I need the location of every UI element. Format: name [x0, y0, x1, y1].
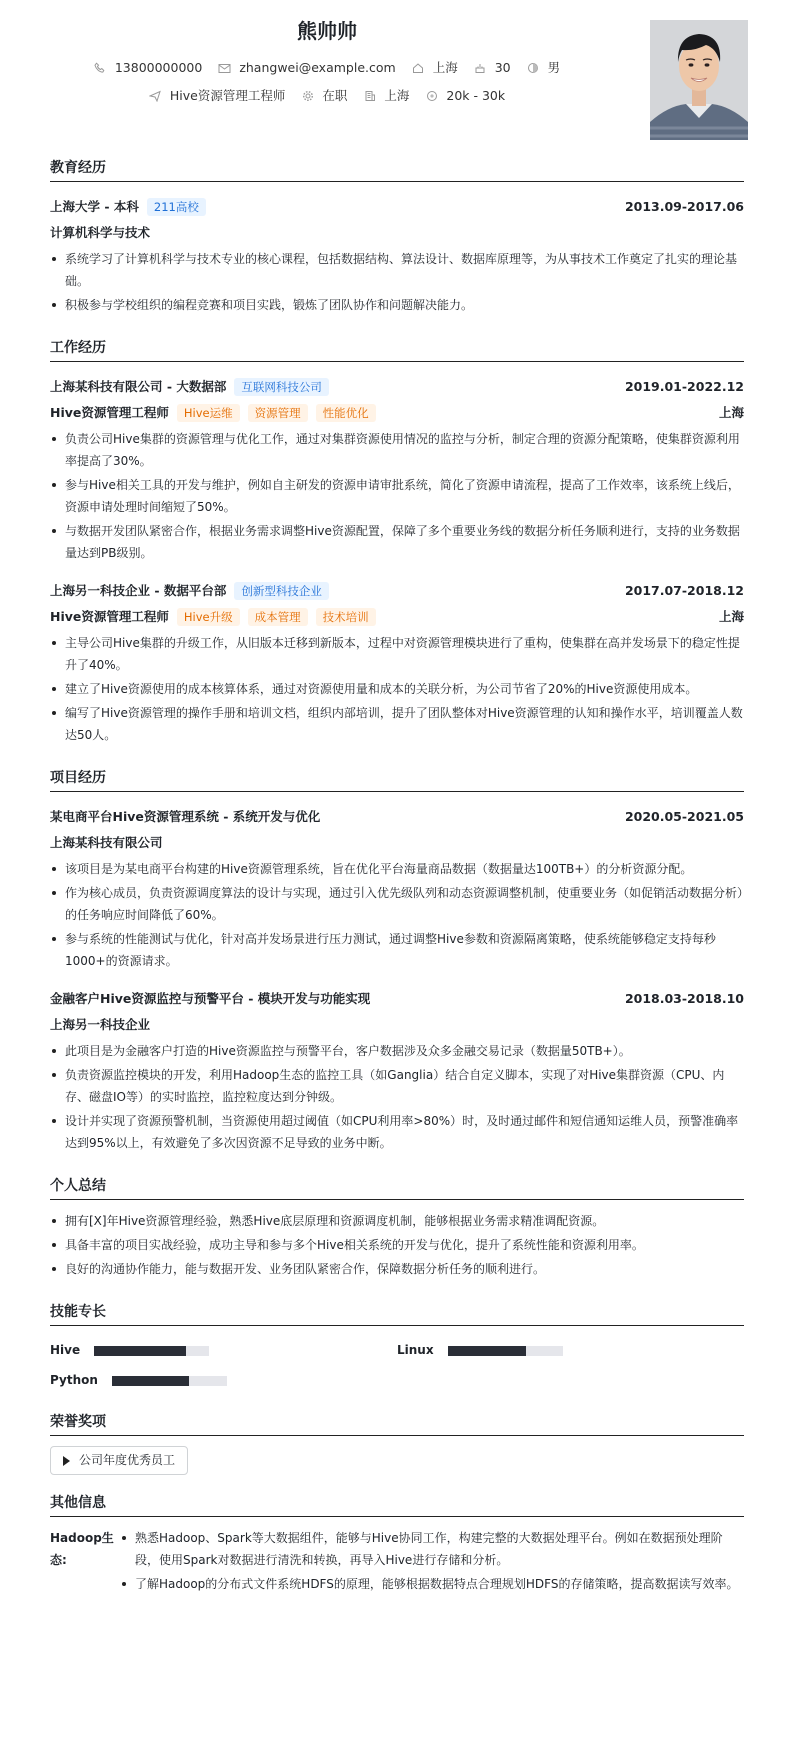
- education-section: [50, 158, 744, 316]
- job-role: Hive资源管理工程师: [50, 405, 169, 420]
- contact-row: [50, 58, 604, 78]
- company-name: 上海某科技有限公司 - 大数据部: [50, 379, 227, 394]
- skill-tag: Hive升级: [177, 608, 240, 626]
- salary-item: 20k - 30k: [425, 86, 505, 106]
- skill-tag: 资源管理: [248, 404, 308, 422]
- education-bullets: [50, 248, 744, 316]
- list-item: 熟悉Hadoop、Spark等大数据组件，能够与Hive协同工作，构建完整的大数据处理平台。例如在数据预处理阶段，使用Spark对数据进行清洗和转换，再导入Hive进行存储和分析。: [120, 1527, 744, 1571]
- email-item: zhangwei@example.com: [218, 58, 395, 78]
- work-entry: [50, 580, 744, 746]
- skill-tag: 技术培训: [316, 608, 376, 626]
- city-item: 上海: [412, 58, 458, 78]
- skill-bar: [112, 1376, 227, 1386]
- school-name: 上海大学 - 本科: [50, 199, 139, 214]
- honors-title: 荣誉奖项: [50, 1412, 744, 1436]
- project-section: [50, 768, 744, 1154]
- list-item: 作为核心成员，负责资源调度算法的设计与实现，通过引入优先级队列和动态资源调整机制，使重要业务（如促销活动数据分析）的任务响应时间降低了60%。: [50, 882, 744, 926]
- skill-bar: [94, 1346, 209, 1356]
- skill-tag: Hive运维: [177, 404, 240, 422]
- candidate-name: 熊帅帅: [297, 19, 357, 43]
- skill-item: [397, 1336, 744, 1366]
- project-name: 金融客户Hive资源监控与预警平台 - 模块开发与功能实现: [50, 991, 371, 1006]
- skill-name: Linux: [397, 1343, 434, 1358]
- company-tag: 互联网科技公司: [234, 378, 329, 396]
- age-item: 30: [474, 58, 511, 78]
- education-date: 2013.09-2017.06: [624, 199, 744, 214]
- list-item: 此项目是为金融客户打造的Hive资源监控与预警平台，客户数据涉及众多金融交易记录（数据量50TB+）。: [50, 1040, 744, 1062]
- list-item: 主导公司Hive集群的升级工作，从旧版本迁移到新版本，过程中对资源管理模块进行了重构，使集群在高并发场景下的稳定性提升了40%。: [50, 632, 744, 676]
- home-icon: [412, 62, 425, 75]
- skills-list: [50, 1336, 744, 1396]
- job-row: [50, 86, 604, 106]
- list-item: 负责公司Hive集群的资源管理与优化工作，通过对集群资源使用情况的监控与分析，制定合理的资源分配策略，使集群资源利用率提高了30%。: [50, 428, 744, 472]
- other-title: 其他信息: [50, 1493, 744, 1517]
- education-entry: [50, 196, 744, 316]
- skill-name: Python: [50, 1373, 98, 1388]
- work-location: 上海: [718, 609, 744, 624]
- list-item: 编写了Hive资源管理的操作手册和培训文档，组织内部培训，提升了团队整体对Hive资源管理的认知和操作水平，培训覆盖人数达50人。: [50, 702, 744, 746]
- list-item: 良好的沟通协作能力，能与数据开发、业务团队紧密合作，保障数据分析任务的顺利进行。: [50, 1258, 744, 1280]
- work-entry: [50, 376, 744, 564]
- target-city-item: 上海: [363, 86, 409, 106]
- list-item: 系统学习了计算机科学与技术专业的核心课程，包括数据结构、算法设计、数据库原理等，为从事技术工作奠定了扎实的理论基础。: [50, 248, 744, 292]
- project-company: 上海另一科技企业: [50, 1017, 151, 1032]
- work-location: 上海: [718, 405, 744, 420]
- list-item: 了解Hadoop的分布式文件系统HDFS的原理，能够根据数据特点合理规划HDFS的存储策略，提高数据读写效率。: [120, 1573, 744, 1595]
- status-item: 在职: [301, 86, 347, 106]
- school-tag: 211高校: [147, 198, 206, 216]
- list-item: 具备丰富的项目实战经验，成功主导和参与多个Hive相关系统的开发与优化，提升了系统性能和资源利用率。: [50, 1234, 744, 1256]
- honors-section: [50, 1412, 744, 1475]
- list-item: 建立了Hive资源使用的成本核算体系，通过对资源使用量和成本的关联分析，为公司节省了20%的Hive资源使用成本。: [50, 678, 744, 700]
- gender-item: 男: [527, 58, 561, 78]
- project-name: 某电商平台Hive资源管理系统 - 系统开发与优化: [50, 809, 321, 824]
- coin-icon: [425, 90, 438, 103]
- skill-bar: [448, 1346, 563, 1356]
- project-entry: [50, 806, 744, 972]
- send-icon: [149, 90, 162, 103]
- work-section: [50, 338, 744, 746]
- list-item: 与数据开发团队紧密合作，根据业务需求调整Hive资源配置，保障了多个重要业务线的数据分析任务顺利进行，支持的业务数据量达到PB级别。: [50, 520, 744, 564]
- skill-bar-fill: [448, 1346, 526, 1356]
- play-icon: [63, 1456, 70, 1466]
- other-label: Hadoop生态:: [50, 1531, 114, 1568]
- list-item: 积极参与学校组织的编程竞赛和项目实践，锻炼了团队协作和问题解决能力。: [50, 294, 744, 316]
- major: 计算机科学与技术: [50, 225, 151, 240]
- mail-icon: [218, 62, 231, 75]
- phone-icon: [94, 62, 107, 75]
- skill-bar-fill: [112, 1376, 189, 1386]
- gear-icon: [301, 90, 314, 103]
- company-name: 上海另一科技企业 - 数据平台部: [50, 583, 227, 598]
- job-item: Hive资源管理工程师: [149, 86, 285, 106]
- summary-section: [50, 1176, 744, 1280]
- job-role: Hive资源管理工程师: [50, 609, 169, 624]
- work-title: 工作经历: [50, 338, 744, 362]
- skill-bar-fill: [94, 1346, 186, 1356]
- company-tag: 创新型科技企业: [234, 582, 329, 600]
- other-section: [50, 1493, 744, 1597]
- award-badge: 公司年度优秀员工: [50, 1446, 188, 1475]
- skill-name: Hive: [50, 1343, 81, 1358]
- skills-section: [50, 1302, 744, 1396]
- list-item: 负责资源监控模块的开发，利用Hadoop生态的监控工具（如Ganglia）结合自定义脚本，实现了对Hive集群资源（CPU、内存、磁盘IO等）的实时监控，监控粒度达到分钟级。: [50, 1064, 744, 1108]
- building-icon: [363, 90, 376, 103]
- project-date: 2020.05-2021.05: [624, 809, 744, 824]
- skill-tag: 性能优化: [316, 404, 376, 422]
- skills-title: 技能专长: [50, 1302, 744, 1326]
- project-date: 2018.03-2018.10: [624, 991, 744, 1006]
- work-date: 2019.01-2022.12: [624, 379, 744, 394]
- gender-icon: [527, 62, 540, 75]
- summary-title: 个人总结: [50, 1176, 744, 1200]
- project-company: 上海某科技有限公司: [50, 835, 163, 850]
- project-entry: [50, 988, 744, 1154]
- skill-tag: 成本管理: [248, 608, 308, 626]
- resume-header: [50, 18, 744, 144]
- list-item: 该项目是为某电商平台构建的Hive资源管理系统，旨在优化平台海量商品数据（数据量达100TB+）的分析资源分配。: [50, 858, 744, 880]
- project-title: 项目经历: [50, 768, 744, 792]
- phone-item: 13800000000: [94, 58, 202, 78]
- list-item: 参与Hive相关工具的开发与维护，例如自主研发的资源申请审批系统，简化了资源申请流程，提高了工作效率，该系统上线后，资源申请处理时间缩短了50%。: [50, 474, 744, 518]
- list-item: 拥有[X]年Hive资源管理经验，熟悉Hive底层原理和资源调度机制，能够根据业务需求精准调配资源。: [50, 1210, 744, 1232]
- list-item: 设计并实现了资源预警机制，当资源使用超过阈值（如CPU利用率>80%）时，及时通过邮件和短信通知运维人员，预警准确率达到95%以上，有效避免了多次因资源不足导致的业务中断。: [50, 1110, 744, 1154]
- list-item: 参与系统的性能测试与优化，针对高并发场景进行压力测试，通过调整Hive参数和资源隔离策略，使系统能够稳定支持每秒1000+的资源请求。: [50, 928, 744, 972]
- work-date: 2017.07-2018.12: [624, 583, 744, 598]
- education-title: 教育经历: [50, 158, 744, 182]
- profile-photo: [650, 20, 748, 140]
- skill-item: [50, 1336, 397, 1366]
- cake-icon: [474, 62, 487, 75]
- skill-item: [50, 1366, 397, 1396]
